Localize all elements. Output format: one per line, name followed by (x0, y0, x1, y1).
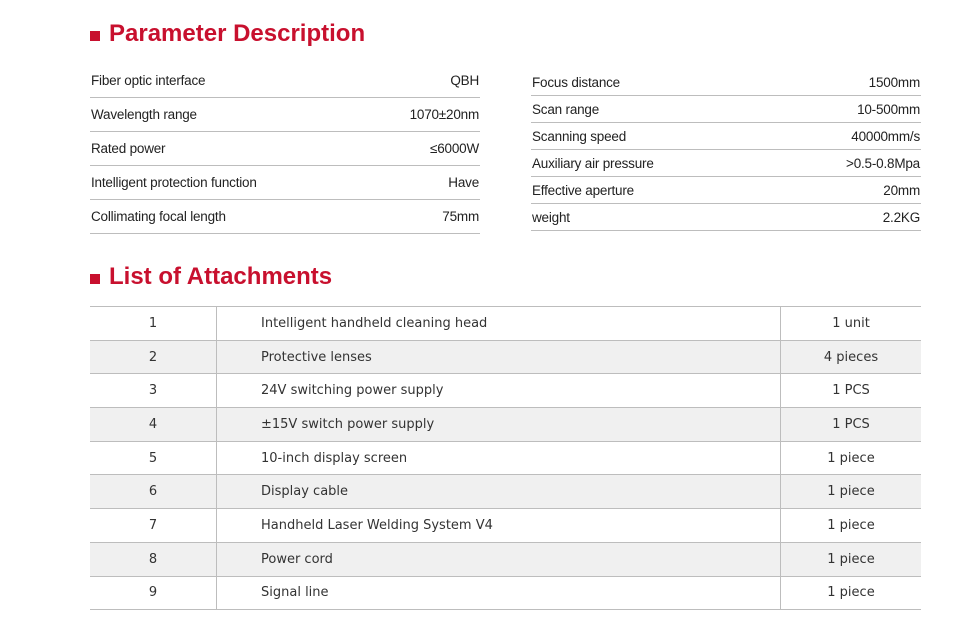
attachment-number: 5 (90, 441, 217, 475)
attachment-quantity: 1 PCS (781, 374, 922, 408)
param-row (90, 166, 480, 200)
attachment-number: 4 (90, 408, 217, 442)
param-label: Collimating focal length (91, 209, 226, 224)
param-label: Auxiliary air pressure (532, 155, 654, 171)
attachment-quantity: 1 unit (781, 307, 922, 341)
attachment-quantity: 1 PCS (781, 408, 922, 442)
table-row (90, 542, 921, 576)
square-bullet-icon (90, 274, 100, 284)
param-value: 75mm (442, 209, 479, 224)
table-row (90, 340, 921, 374)
attachment-name: Protective lenses (217, 340, 781, 374)
parameter-description-title: Parameter Description (109, 20, 366, 47)
table-row (90, 374, 921, 408)
param-row (531, 123, 921, 150)
param-label: Effective aperture (532, 182, 634, 198)
param-value: 20mm (883, 182, 920, 198)
attachment-name: Handheld Laser Welding System V4 (217, 509, 781, 543)
param-value: QBH (450, 73, 479, 88)
param-label: Scan range (532, 101, 600, 117)
parameter-list-left (90, 64, 480, 234)
table-row (90, 475, 921, 509)
param-row (90, 132, 480, 166)
attachment-number: 1 (90, 307, 217, 341)
attachment-name: Intelligent handheld cleaning head (217, 307, 781, 341)
param-value: 1070±20nm (409, 107, 479, 122)
param-row (531, 150, 921, 177)
param-value: 10-500mm (857, 101, 920, 117)
table-row (90, 408, 921, 442)
param-row (90, 64, 480, 98)
attachment-number: 2 (90, 340, 217, 374)
list-of-attachments-heading (90, 263, 332, 291)
param-label: Fiber optic interface (91, 73, 206, 88)
attachment-number: 9 (90, 576, 217, 610)
list-of-attachments-title: List of Attachments (109, 263, 333, 290)
param-label: Wavelength range (91, 107, 197, 122)
attachment-name: Display cable (217, 475, 781, 509)
attachment-quantity: 1 piece (781, 576, 922, 610)
param-value: 2.2KG (882, 209, 920, 225)
param-value: >0.5-0.8Mpa (846, 155, 920, 171)
parameter-description-heading (90, 20, 365, 48)
table-row (90, 576, 921, 610)
attachment-name: Power cord (217, 542, 781, 576)
attachment-name: ±15V switch power supply (217, 408, 781, 442)
attachment-number: 6 (90, 475, 217, 509)
attachment-name: 10-inch display screen (217, 441, 781, 475)
param-row (531, 177, 921, 204)
attachment-number: 8 (90, 542, 217, 576)
param-value: ≤6000W (430, 141, 479, 156)
attachment-number: 7 (90, 509, 217, 543)
param-value: 40000mm/s (851, 128, 920, 144)
param-row (531, 204, 921, 231)
param-row (90, 98, 480, 132)
param-value: Have (448, 175, 479, 190)
param-row (531, 69, 921, 96)
attachment-quantity: 1 piece (781, 542, 922, 576)
parameter-list-right (531, 69, 921, 231)
attachment-quantity: 1 piece (781, 509, 922, 543)
attachment-name: Signal line (217, 576, 781, 610)
param-label: Focus distance (532, 74, 620, 90)
attachments-table (90, 306, 921, 610)
param-value: 1500mm (868, 74, 920, 90)
param-row (531, 96, 921, 123)
param-label: Scanning speed (532, 128, 627, 144)
param-label: Rated power (91, 141, 166, 156)
table-row (90, 307, 921, 341)
param-row (90, 200, 480, 234)
table-row (90, 509, 921, 543)
param-label: weight (532, 209, 570, 225)
square-bullet-icon (90, 31, 100, 41)
attachment-name: 24V switching power supply (217, 374, 781, 408)
param-label: Intelligent protection function (91, 175, 257, 190)
attachment-number: 3 (90, 374, 217, 408)
attachment-quantity: 1 piece (781, 475, 922, 509)
attachment-quantity: 4 pieces (781, 340, 922, 374)
attachment-quantity: 1 piece (781, 441, 922, 475)
table-row (90, 441, 921, 475)
